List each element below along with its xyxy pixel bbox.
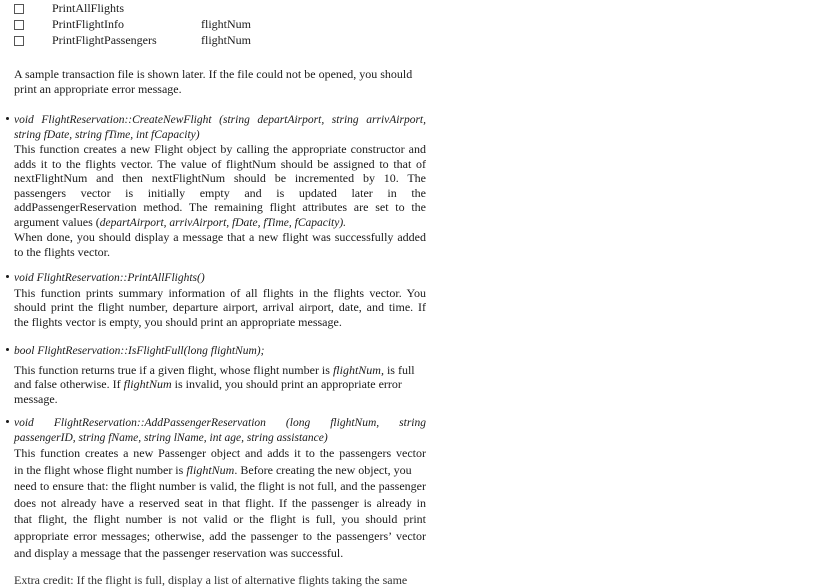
param-name: flightNum: [186, 462, 235, 477]
body-line: passengers vector is initially empty and is updated later in the: [14, 185, 426, 200]
checkbox-icon: [14, 20, 24, 30]
function-signature: void FlightReservation::AddPassengerReservation (long flightNum, string: [14, 417, 426, 429]
body-line: and display a message that the passenger reservation was successful.: [14, 545, 344, 560]
function-signature: passengerID, string fName, string lName, int age, string assistance): [14, 431, 328, 444]
command-name: PrintFlightPassengers: [52, 33, 157, 47]
body-line: nextFlightNum and then nextFlightNum should be incremented by 10. The: [14, 171, 426, 185]
body-line: [14, 377, 426, 392]
body-line: [14, 215, 426, 231]
function-signature: string fDate, string fTime, int fCapacity): [14, 128, 200, 141]
body-line: appropriate error messages; otherwise, add the passenger to the passengers’ vector: [14, 528, 426, 543]
body-text: and false otherwise. If: [14, 377, 124, 391]
body-line: addPassengerReservation method. The remaining flight attributes are set to the: [14, 200, 426, 214]
intro-line: A sample transaction file is shown later. If the file could not be opened, you should: [14, 67, 413, 81]
body-line: does not already have a reserved seat in that flight. If the passenger is already in: [14, 495, 426, 510]
body-text: is full: [383, 362, 415, 377]
body-text: This function returns true if a given flight, whose flight number is: [14, 362, 333, 377]
body-text: . Before creating the new object, you: [234, 462, 412, 477]
function-signature: void FlightReservation::PrintAllFlights(): [14, 272, 205, 284]
param-name: flightNum,: [332, 362, 384, 377]
body-line: that flight, the flight number is not valid or the flight is full, you should print: [14, 512, 426, 527]
add-passenger-body: [14, 445, 426, 561]
body-line: [14, 363, 426, 378]
function-signature: bool FlightReservation::IsFlightFull(long flightNum);: [14, 345, 265, 357]
command-arg: flightNum: [201, 17, 251, 31]
is-full-section: [14, 344, 426, 406]
body-line: message.: [14, 391, 58, 406]
bullet-icon: [6, 117, 9, 120]
print-all-section: [14, 271, 426, 329]
command-arg: flightNum: [201, 33, 251, 47]
intro-paragraph: [14, 67, 426, 96]
command-name: PrintFlightInfo: [52, 17, 125, 31]
param-list: departAirport, arrivAirport, fDate, fTime, fCapacity).: [99, 216, 347, 229]
function-signature: void FlightReservation::CreateNewFlight (string departAirport, string arrivAirport,: [14, 114, 426, 126]
body-text: is invalid, you should print an appropriate error: [171, 377, 402, 391]
command-name: PrintAllFlights: [52, 1, 125, 15]
checkbox-icon: [14, 36, 24, 46]
body-text: argument values (: [14, 214, 100, 229]
body-line: This function creates a new Passenger object and adds it to the passengers vector: [14, 446, 426, 460]
body-line: When done, you should display a message that a new flight was successfully added: [14, 230, 426, 244]
add-passenger-section: [14, 416, 426, 561]
checkbox-icon: [14, 4, 24, 14]
bullet-icon: [6, 420, 9, 423]
body-line: This function prints summary information of all flights in the flights vector. You: [14, 285, 426, 300]
body-line: the flights vector is empty, you should print an appropriate message.: [14, 314, 342, 329]
body-line: should print the flight number, departure airport, arrival airport, date, and time. If: [14, 300, 426, 314]
create-flight-section: [14, 113, 426, 259]
body-line: [14, 462, 426, 479]
bullet-icon: [6, 348, 9, 351]
body-line: need to ensure that: the flight number is valid, the flight is not full, and the passenger: [14, 479, 426, 494]
bullet-icon: [6, 275, 9, 278]
cutoff-text: Extra credit: If the flight is full, display a list of alternative flights taking the same: [14, 573, 408, 587]
body-line: adds it to the flights vector. The value of flightNum should be assigned to that of: [14, 156, 426, 171]
intro-line: print an appropriate error message.: [14, 81, 182, 96]
body-line: to the flights vector.: [14, 244, 110, 259]
body-line: This function creates a new Flight object by calling the appropriate constructor and: [14, 142, 426, 156]
param-name: flightNum: [123, 377, 172, 391]
body-text: in the flight whose flight number is: [14, 462, 187, 477]
